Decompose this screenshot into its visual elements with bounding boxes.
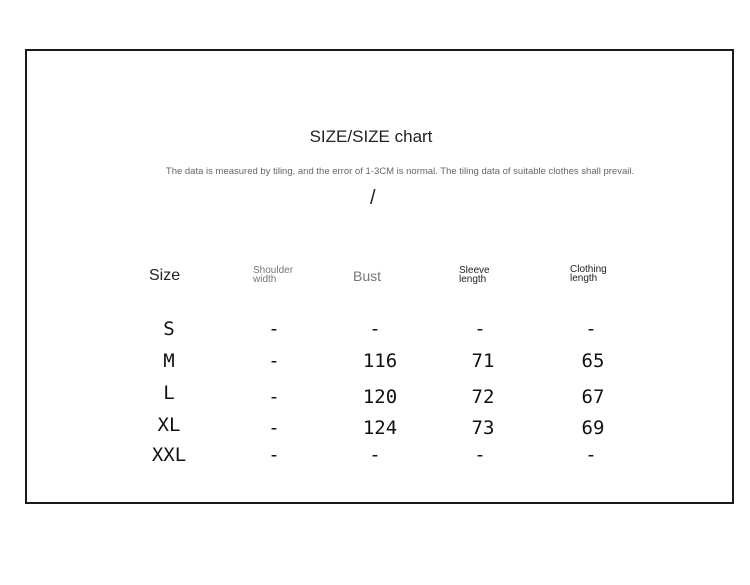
header-shoulder-line1: Shoulder xyxy=(253,265,294,276)
header-bust: Bust xyxy=(353,268,382,284)
row-s-size: S xyxy=(163,318,175,340)
header-shoulder-width xyxy=(253,266,313,284)
row-m-shoulder: - xyxy=(268,350,280,372)
row-m-bust: 116 xyxy=(362,350,398,372)
row-xl-clothing: 69 xyxy=(581,417,605,439)
row-s-shoulder: - xyxy=(268,318,280,340)
header-sleeve-line2: length xyxy=(459,274,487,285)
header-clothing-length xyxy=(570,265,630,283)
header-sleeve-line1: Sleeve xyxy=(459,265,490,276)
row-xxl-size: XXL xyxy=(151,444,187,466)
row-xxl-clothing: - xyxy=(585,444,597,466)
row-xxl-shoulder: - xyxy=(268,444,280,466)
row-xl-bust: 124 xyxy=(362,417,398,439)
row-s-clothing: - xyxy=(585,318,597,340)
row-m-size: M xyxy=(163,350,175,372)
row-l-sleeve: 72 xyxy=(471,386,495,408)
measurement-note: The data is measured by tiling, and the error of 1-3CM is normal. The tiling data of suitable clothes shall prevail. xyxy=(165,166,635,177)
row-xl-sleeve: 73 xyxy=(471,417,495,439)
row-xl-shoulder: - xyxy=(268,417,280,439)
row-l-clothing: 67 xyxy=(581,386,605,408)
row-m-clothing: 65 xyxy=(581,350,605,372)
header-clothing-line1: Clothing xyxy=(570,264,607,275)
row-m-sleeve: 71 xyxy=(471,350,495,372)
row-l-shoulder: - xyxy=(268,386,280,408)
size-chart-frame xyxy=(25,49,734,504)
header-shoulder-line2: width xyxy=(253,274,277,285)
header-sleeve-length xyxy=(459,266,519,284)
row-s-bust: - xyxy=(369,318,381,340)
row-xxl-bust: - xyxy=(369,444,381,466)
row-s-sleeve: - xyxy=(474,318,486,340)
header-size: Size xyxy=(149,267,181,284)
slash-separator: / xyxy=(370,187,376,209)
row-l-bust: 120 xyxy=(362,386,398,408)
row-l-size: L xyxy=(163,382,175,404)
row-xl-size: XL xyxy=(157,414,181,436)
header-clothing-line2: length xyxy=(570,273,598,284)
row-xxl-sleeve: - xyxy=(474,444,486,466)
chart-title: SIZE/SIZE chart xyxy=(309,127,433,146)
